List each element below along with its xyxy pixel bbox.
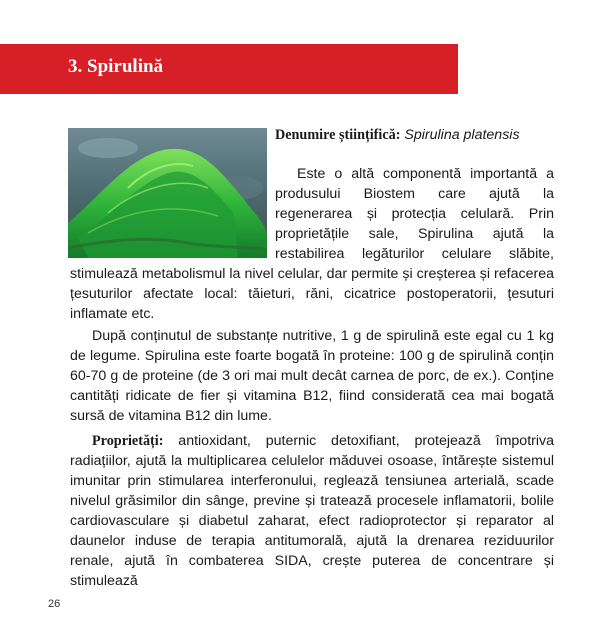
paragraph-intro-wrap — [70, 164, 554, 324]
paragraph-properties — [70, 431, 554, 591]
properties-text: antioxidant, puternic detoxifiant, protejează împotriva radiațiilor, ajută la multiplicarea celulelor măduvei osoase, întărește sistemul imunitar prin stimularea interferonului, reglează tensiunea arterială, scade nivelul grăsimilor din sânge, previne și tratează procesele inflamatorii, bolile cardiovasculare și diabetul zaharat, efect radioprotector și reparator al daunelor induse de terapia antitumorală, ajută la drenarea reziduurilor renale, ajută în combaterea SIDA, crește puterea de concentrare și stimulează — [70, 433, 554, 589]
scientific-name-value: Spirulina platensis — [404, 127, 520, 143]
page-number: 26 — [48, 598, 61, 610]
paragraph-intro: Este o altă componentă importantă a produsului Biostem care ajută la regenerarea și protecția celulară. Prin proprietățile sale, Spirulina ajută la restabilirea legăturilor celulare slăbite, stimulează metabolismul la nivel celular, dar permite și creșterea și refacerea țesuturilor afectate local: tăieturi, răni, cicatrice postoperatorii, țesuturi inflamate etc. — [70, 166, 554, 322]
properties-lead: Proprietăți: — [92, 433, 164, 449]
scientific-name — [275, 125, 555, 145]
paragraph-nutrients: După conținutul de substanțe nutritive, 1 g de spirulină este egal cu 1 kg de legume. Spirulina este foarte bogată în proteine: 100 g de spirulină conțin 60-70 g de proteine (de 3 ori mai mult decât carnea de porc, de ex.). Conține cantități ridicate de fier și vitamina B12, fiind considerată cea mai bogată sursă de vitamina B12 din lume. — [70, 328, 554, 424]
scientific-name-label: Denumire științifică: — [275, 127, 401, 143]
chapter-title: 3. Spirulină — [68, 56, 164, 77]
